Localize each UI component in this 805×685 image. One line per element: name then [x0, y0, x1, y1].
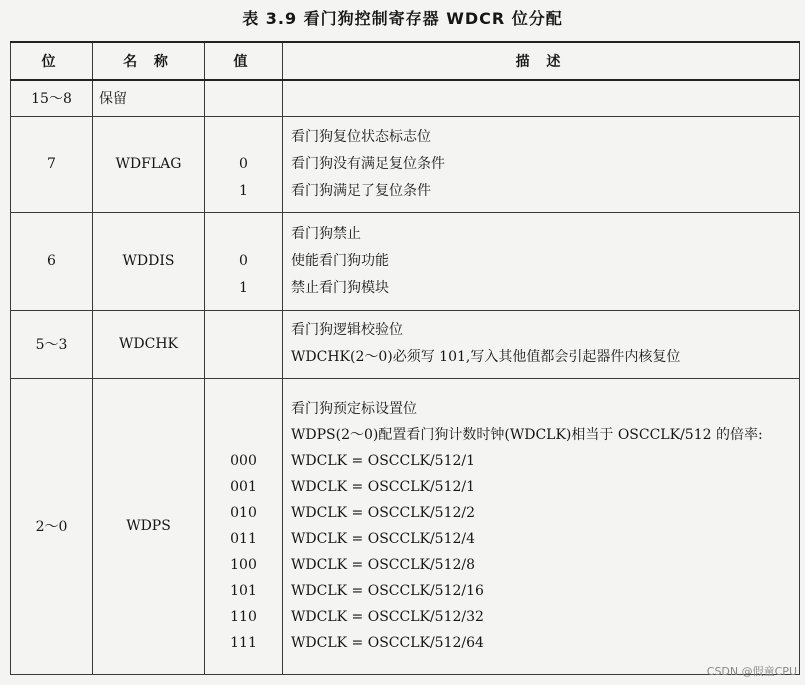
value-line: 100	[230, 557, 257, 573]
description-line: WDPS(2～0)配置看门狗计数时钟(WDCLK)相当于 OSCCLK/512 的倍率:	[291, 427, 763, 443]
description-line: 禁止看门狗模块	[291, 279, 389, 296]
table-row	[11, 212, 800, 310]
description-cell	[283, 378, 800, 674]
value-line: 1	[239, 182, 248, 199]
table-row	[11, 310, 800, 378]
description-line: 使能看门狗功能	[291, 252, 389, 269]
description-line: WDCLK = OSCCLK/512/16	[291, 583, 484, 599]
name-cell: 保留	[93, 80, 205, 116]
value-cell	[205, 212, 283, 310]
bit-cell: 2～0	[11, 378, 93, 674]
description-line: WDCLK = OSCCLK/512/32	[291, 609, 484, 625]
description-line: 看门狗禁止	[291, 225, 361, 242]
description-line: WDCLK = OSCCLK/512/8	[291, 557, 476, 573]
description-line: WDCLK = OSCCLK/512/64	[291, 635, 484, 651]
value-line	[205, 124, 282, 151]
name-cell: WDFLAG	[93, 116, 205, 212]
description-cell	[283, 116, 800, 212]
value-line: 110	[230, 609, 257, 625]
value-line: 011	[230, 531, 257, 547]
description-cell	[283, 212, 800, 310]
bit-cell: 15～8	[11, 80, 93, 116]
description-line: 看门狗没有满足复位条件	[291, 155, 445, 172]
value-cell	[205, 80, 283, 116]
value-line: 1	[239, 279, 248, 296]
value-line: 010	[230, 505, 257, 521]
table-row	[11, 116, 800, 212]
value-line	[205, 221, 282, 248]
description-line: WDCLK = OSCCLK/512/1	[291, 479, 476, 495]
header-name: 名 称	[93, 42, 205, 80]
value-cell	[205, 116, 283, 212]
header-value: 值	[205, 42, 283, 80]
table-row	[11, 378, 800, 674]
description-line: 看门狗预定标设置位	[291, 401, 417, 417]
register-table	[10, 41, 800, 675]
value-line	[205, 422, 282, 448]
name-cell: WDPS	[93, 378, 205, 674]
description-line: WDCHK(2～0)必须写 101,写入其他值都会引起器件内核复位	[291, 349, 681, 365]
bit-cell: 5～3	[11, 310, 93, 378]
description-line: 看门狗逻辑校验位	[291, 322, 403, 338]
description-line: 看门狗满足了复位条件	[291, 182, 431, 199]
value-line: 000	[230, 453, 257, 469]
description-line: WDCLK = OSCCLK/512/4	[291, 531, 476, 547]
value-cell	[205, 378, 283, 674]
header-bit: 位	[11, 42, 93, 80]
description-line: WDCLK = OSCCLK/512/1	[291, 453, 476, 469]
description-line: 看门狗复位状态标志位	[291, 128, 431, 145]
bit-cell: 7	[11, 116, 93, 212]
watermark: CSDN @假童CPU	[706, 665, 797, 678]
name-cell: WDDIS	[93, 212, 205, 310]
name-cell: WDCHK	[93, 310, 205, 378]
description-cell	[283, 80, 800, 116]
value-line	[205, 396, 282, 422]
value-line: 0	[239, 155, 248, 172]
table-row	[11, 80, 800, 116]
header-row	[11, 42, 800, 80]
description-line: WDCLK = OSCCLK/512/2	[291, 505, 476, 521]
value-line: 101	[230, 583, 257, 599]
header-description: 描 述	[283, 42, 800, 80]
table-caption: 表 3.9 看门狗控制寄存器 WDCR 位分配	[242, 9, 563, 28]
value-line: 001	[230, 479, 257, 495]
value-cell	[205, 310, 283, 378]
bit-cell: 6	[11, 212, 93, 310]
description-cell	[283, 310, 800, 378]
value-line: 111	[230, 635, 257, 651]
value-line: 0	[239, 252, 248, 269]
